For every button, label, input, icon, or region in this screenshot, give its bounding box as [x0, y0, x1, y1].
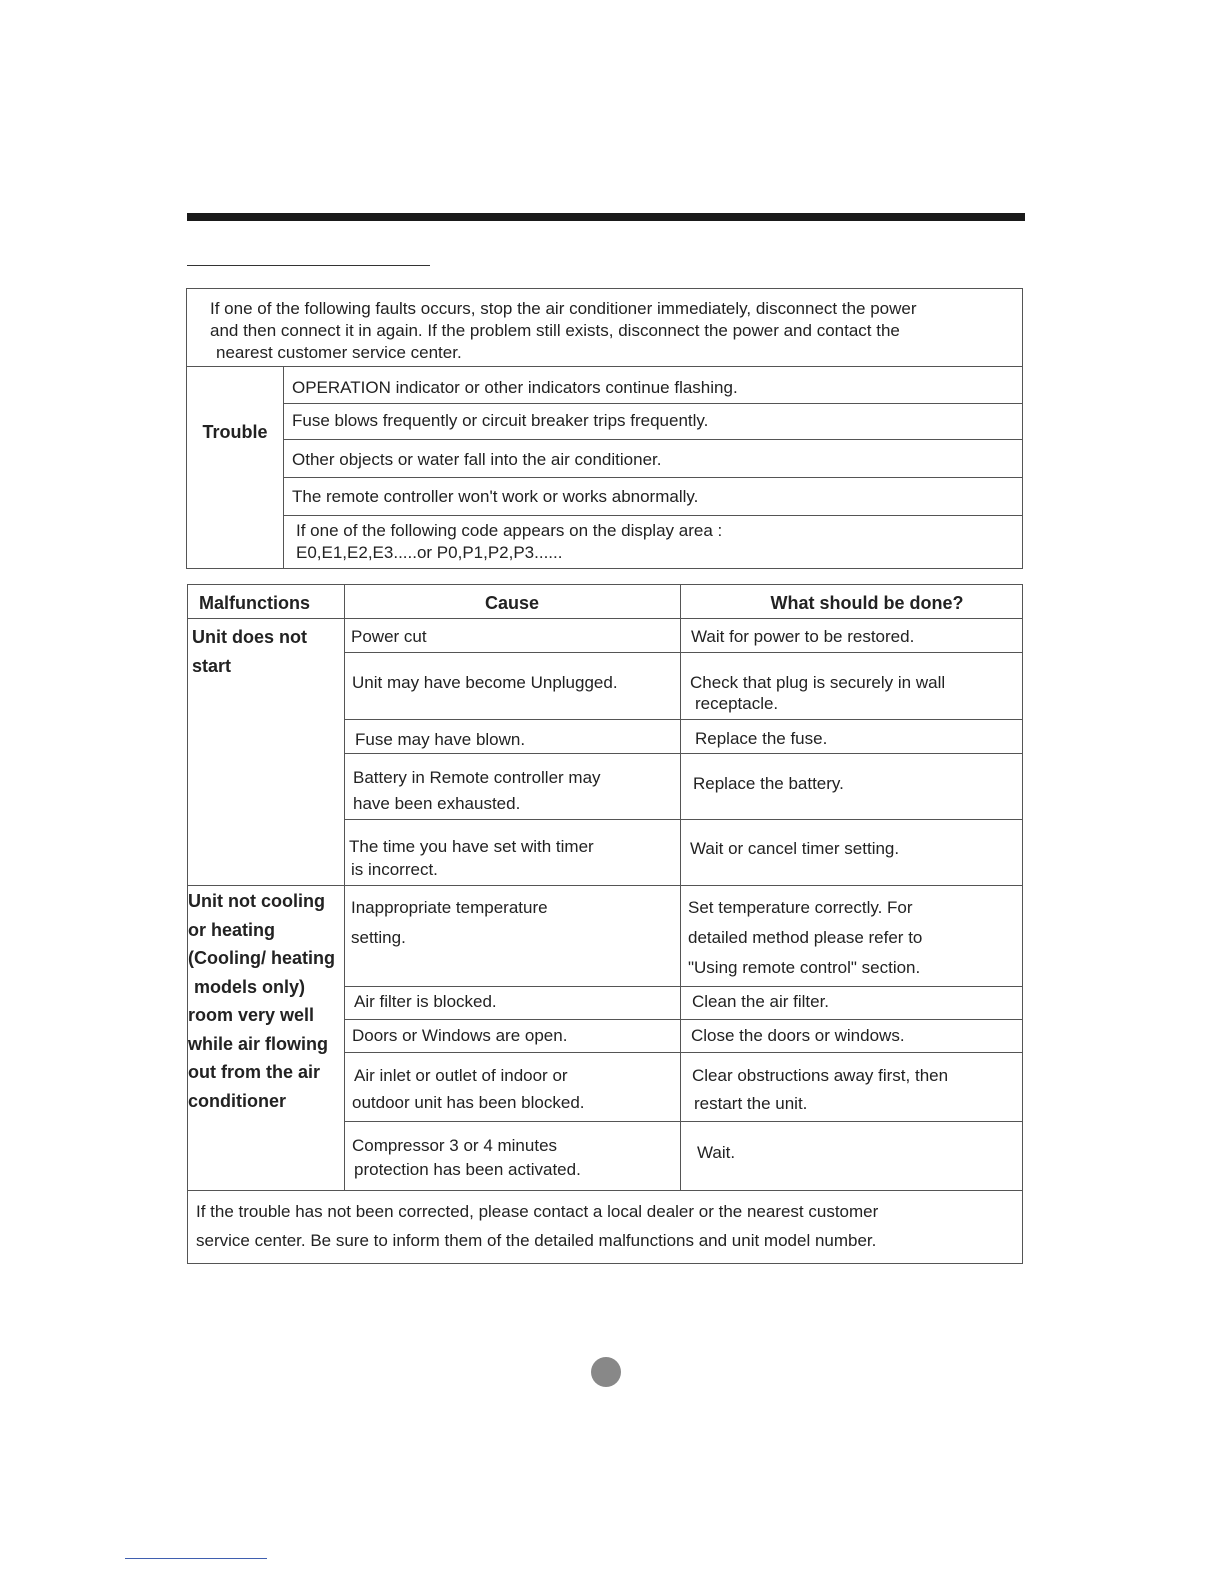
- malfunction-label-line: Unit not cooling: [188, 891, 325, 911]
- header-action: What should be done?: [770, 593, 964, 613]
- cause-cell: [352, 672, 618, 694]
- column-divider: [344, 585, 345, 1190]
- action-cell: [688, 893, 922, 983]
- contact-note-line: If the trouble has not been corrected, please contact a local dealer or the nearest customer: [196, 1202, 879, 1221]
- row-divider: [344, 819, 1022, 820]
- malfunction-label-line: room very well: [188, 1005, 315, 1025]
- cause-line: Unit may have become Unplugged.: [352, 673, 618, 692]
- trouble-label: Trouble: [187, 367, 284, 569]
- action-line: Wait for power to be restored.: [691, 627, 915, 646]
- action-line: Wait or cancel timer setting.: [690, 839, 900, 858]
- trouble-item: Fuse blows frequently or circuit breaker trips frequently.: [284, 404, 1022, 440]
- trouble-code-values: E0,E1,E2,E3.....or P0,P1,P2,P3......: [296, 543, 563, 562]
- row-divider: [188, 618, 1022, 619]
- cause-line: Compressor 3 or 4 minutes: [352, 1136, 558, 1155]
- cause-line: Air inlet or outlet of indoor or: [354, 1066, 568, 1085]
- contact-note-line: service center. Be sure to inform them of the detailed malfunctions and unit model number.: [196, 1231, 877, 1250]
- cause-line: Air filter is blocked.: [354, 992, 497, 1011]
- trouble-intro-line: nearest customer service center.: [216, 343, 462, 362]
- action-line: Clean the air filter.: [692, 992, 830, 1011]
- action-cell: [690, 838, 899, 860]
- cause-cell: [353, 765, 601, 817]
- action-cell: [691, 626, 914, 648]
- action-line: "Using remote control" section.: [688, 958, 921, 977]
- row-divider: [188, 1190, 1022, 1191]
- header-cause: Cause: [484, 593, 540, 613]
- section-heading-rule: [187, 213, 1025, 221]
- cause-line: is incorrect.: [351, 860, 438, 879]
- malfunction-table: [187, 584, 1023, 1264]
- row-divider: [344, 1019, 1022, 1020]
- action-cell: [697, 1142, 735, 1164]
- action-cell: [692, 991, 829, 1013]
- malfunction-label-no-start: [192, 623, 307, 680]
- row-divider: [344, 1052, 1022, 1053]
- cause-line: setting.: [351, 928, 406, 947]
- cause-cell: [351, 626, 427, 648]
- malfunction-label-line: (Cooling/ heating: [188, 948, 335, 968]
- action-line: Wait.: [697, 1143, 736, 1162]
- trouble-box: [186, 288, 1023, 569]
- action-line: Check that plug is securely in wall: [690, 673, 946, 692]
- cause-line: Power cut: [351, 627, 427, 646]
- action-line: detailed method please refer to: [688, 928, 923, 947]
- cause-cell: [349, 835, 594, 881]
- trouble-code-item: [284, 516, 1022, 569]
- row-divider: [344, 1121, 1022, 1122]
- action-cell: [691, 1025, 905, 1047]
- malfunction-label-line: models only): [194, 976, 306, 997]
- malfunction-label-not-cooling: [188, 887, 335, 1115]
- cause-line: Doors or Windows are open.: [352, 1026, 568, 1045]
- row-divider: [344, 753, 1022, 754]
- action-line: Replace the fuse.: [695, 729, 828, 748]
- action-line: Close the doors or windows.: [691, 1026, 905, 1045]
- trouble-intro-line: and then connect it in again. If the problem still exists, disconnect the power and contact the: [210, 321, 900, 340]
- action-cell: [695, 728, 827, 750]
- cause-cell: [352, 1025, 567, 1047]
- header-malfunctions: Malfunctions: [199, 593, 310, 613]
- cause-line: outdoor unit has been blocked.: [352, 1093, 585, 1112]
- row-divider: [344, 719, 1022, 720]
- cause-cell: [355, 729, 525, 751]
- action-cell: [693, 773, 844, 795]
- malfunction-label-line: conditioner: [188, 1090, 286, 1111]
- row-divider: [344, 986, 1022, 987]
- footer-link-underline: [125, 1558, 267, 1559]
- cause-line: Inappropriate temperature: [351, 898, 548, 917]
- cause-line: protection has been activated.: [354, 1160, 581, 1179]
- cause-line: Battery in Remote controller may: [353, 768, 601, 787]
- malfunction-label-line: or heating: [188, 919, 276, 940]
- cause-cell: [354, 1062, 585, 1116]
- action-line: Clear obstructions away first, then: [692, 1066, 949, 1085]
- action-line: receptacle.: [695, 694, 779, 713]
- row-divider: [344, 652, 1022, 653]
- trouble-intro: [187, 289, 1022, 367]
- contact-note: [196, 1197, 1006, 1255]
- row-divider: [188, 885, 1022, 886]
- cause-line: have been exhausted.: [353, 794, 521, 813]
- subheading-underline: [187, 265, 430, 266]
- cause-line: The time you have set with timer: [349, 837, 594, 856]
- cause-cell: [352, 1134, 581, 1182]
- malfunction-label-line: out from the air: [188, 1062, 321, 1082]
- column-divider: [680, 585, 681, 1190]
- malfunction-label-line: Unit does not: [192, 627, 307, 647]
- trouble-code-line: If one of the following code appears on the display area :: [296, 521, 723, 540]
- cause-cell: [351, 893, 548, 953]
- action-line: restart the unit.: [694, 1094, 808, 1113]
- action-line: Replace the battery.: [693, 774, 844, 793]
- action-cell: [690, 672, 945, 715]
- cause-cell: [354, 991, 497, 1013]
- trouble-item: The remote controller won't work or works abnormally.: [284, 478, 1022, 516]
- page-number-dot: [591, 1357, 621, 1387]
- trouble-item: Other objects or water fall into the air conditioner.: [284, 440, 1022, 478]
- trouble-item: OPERATION indicator or other indicators continue flashing.: [284, 367, 1022, 404]
- trouble-intro-line: If one of the following faults occurs, stop the air conditioner immediately, disconnect the power: [210, 299, 917, 318]
- cause-line: Fuse may have blown.: [355, 730, 526, 749]
- malfunction-label-line: start: [192, 655, 232, 676]
- trouble-items: [284, 367, 1022, 569]
- action-line: Set temperature correctly. For: [688, 898, 913, 917]
- malfunction-label-line: while air flowing: [188, 1033, 329, 1054]
- action-cell: [692, 1062, 948, 1118]
